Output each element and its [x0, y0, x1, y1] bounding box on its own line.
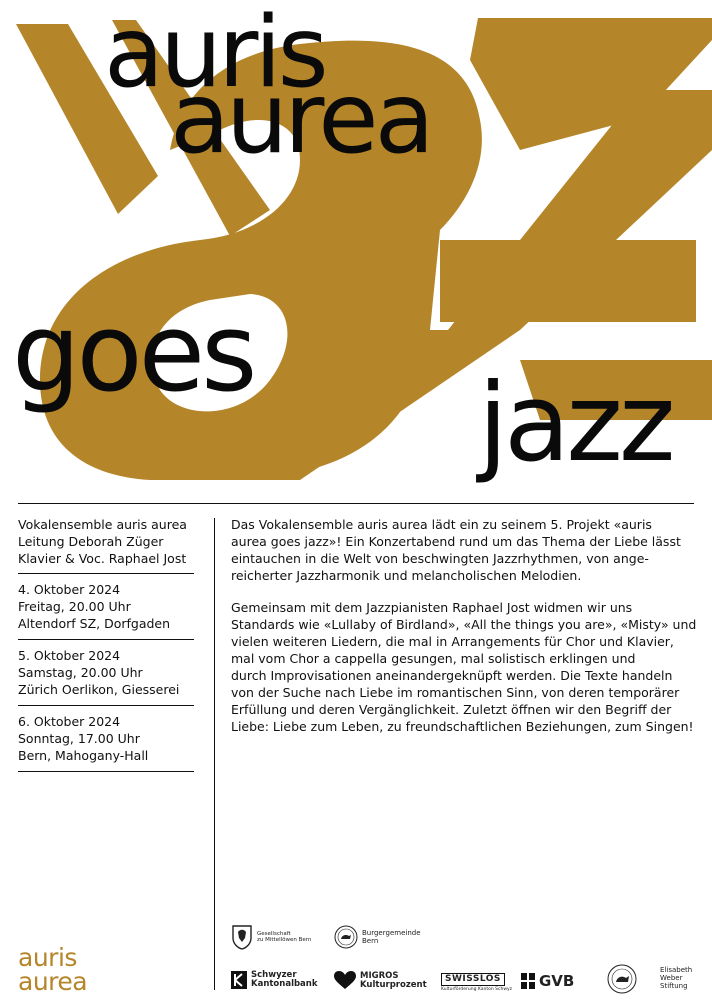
sponsor-burgergemeinde	[334, 925, 421, 949]
concert-place: Zürich Oerlikon, Giesserei	[18, 682, 180, 697]
lion-crest-icon	[231, 924, 253, 950]
left-divider-1	[18, 573, 194, 574]
concert-time: Freitag, 20.00 Uhr	[18, 599, 131, 614]
title-word-auris: auris	[104, 0, 325, 110]
credit-piano: Klavier & Voc. Raphael Jost	[18, 551, 187, 566]
credit-leader: Leitung Deborah Züger	[18, 534, 164, 549]
sponsor-migros-text: MIGROS Kulturprozent	[360, 970, 427, 990]
concert-block-3	[18, 713, 208, 764]
column-divider	[214, 518, 215, 990]
swisslos-subtitle: Kulturförderung Kanton Schwyz	[441, 987, 513, 992]
bear-seal-icon	[334, 925, 358, 949]
description-paragraph-1: Das Vokalensemble auris aurea lädt ein zu seinem 5. Projekt «auris aurea goes jazz»! Ein Konzertabend rund um das Thema der Liebe lässt eintauchen in die Welt von beschwingten Jazzrhythmen, von ange- reicherter Jazzharmonik und melancholischen Melodien.	[231, 517, 681, 583]
sponsor-gesellschaft	[231, 924, 311, 950]
left-divider-4	[18, 771, 194, 772]
bern-seal-icon	[607, 964, 637, 994]
concert-date: 5. Oktober 2024	[18, 648, 121, 663]
swisslos-wordmark: SWISSLOS	[441, 973, 505, 986]
sponsor-weber-text: Elisabeth Weber Stiftung	[660, 966, 693, 990]
sponsor-gesellschaft-text: Gesellschaft zu Mittellöwen Bern	[257, 931, 312, 943]
sponsor-gvb-text: GVB	[539, 972, 575, 990]
sponsor-gvb	[521, 973, 574, 989]
gvb-blocks-icon	[521, 973, 535, 989]
sponsor-migros	[334, 971, 427, 990]
sponsor-weber	[660, 966, 692, 990]
sponsor-swisslos	[441, 973, 512, 992]
sponsor-kantonalbank-text: Schwyzer Kantonalbank	[251, 970, 318, 989]
top-divider	[18, 503, 694, 504]
gold-z-bar	[440, 240, 696, 322]
concert-block-2	[18, 647, 208, 698]
left-divider-2	[18, 639, 194, 640]
sponsor-bern-seal	[607, 964, 637, 994]
footer-logo-line1: auris	[18, 943, 77, 972]
footer-logo	[18, 943, 88, 996]
sponsor-kantonalbank	[231, 971, 318, 989]
footer-logo-line2: aurea	[18, 967, 88, 996]
concert-date: 6. Oktober 2024	[18, 714, 121, 729]
title-word-goes: goes	[12, 291, 254, 416]
sponsor-burgergemeinde-text: Burgergemeinde Bern	[362, 929, 421, 945]
credits-block	[18, 516, 208, 567]
title-word-jazz: jazz	[478, 361, 672, 486]
concert-date: 4. Oktober 2024	[18, 582, 121, 597]
heart-icon	[334, 971, 356, 990]
left-divider-3	[18, 705, 194, 706]
concert-place: Bern, Mahogany-Hall	[18, 748, 149, 763]
bank-mark-icon	[231, 971, 247, 989]
concert-block-1	[18, 581, 208, 632]
concert-time: Samstag, 20.00 Uhr	[18, 665, 143, 680]
concert-time: Sonntag, 17.00 Uhr	[18, 731, 140, 746]
concert-place: Altendorf SZ, Dorfgaden	[18, 616, 171, 631]
credit-ensemble: Vokalensemble auris aurea	[18, 517, 187, 532]
description-paragraph-2: Gemeinsam mit dem Jazzpianisten Raphael Jost widmen wir uns Standards wie «Lullaby of Birdland», «All the things you are», «Misty» und vielen weiteren Liedern, die mal in Arrangements für Chor und Klavier, mal vom Chor a cappella gesungen, mal solistisch erklingen und durch Improvisationen aneinandergeknüpft werden. Die Texte handeln von der Suche nach Liebe im romantischen Sinn, von deren temporärer Erfüllung und deren Vergänglichkeit. Zuletzt öffnen wir den Begriff der Liebe: Liebe zum Leben, zu freundschaftlichen Beziehungen, zum Singen!	[231, 600, 697, 734]
title-word-aurea: aurea	[170, 62, 431, 176]
